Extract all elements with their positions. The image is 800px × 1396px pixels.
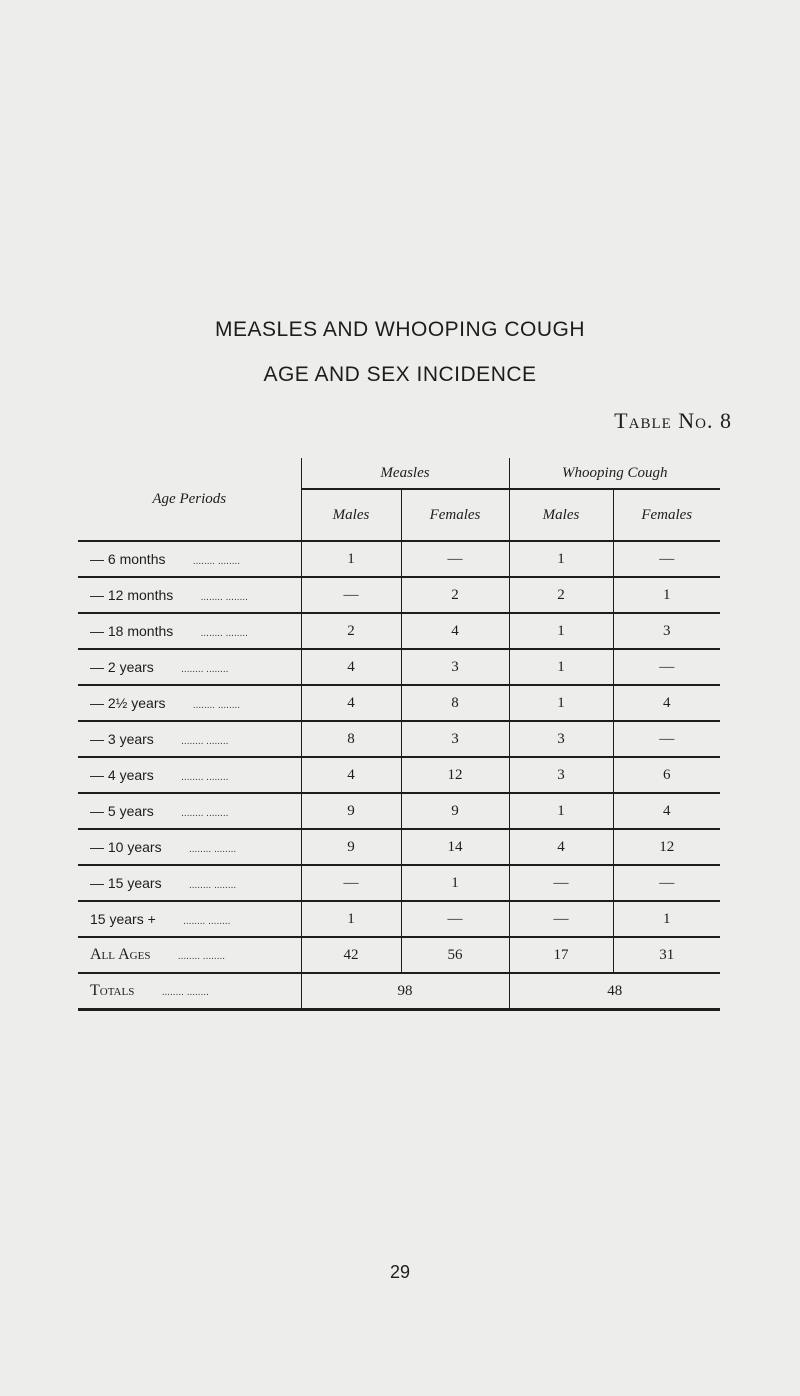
table-row xyxy=(78,541,720,577)
cell-whooping-males: 1 xyxy=(509,793,613,829)
cell-measles-males: — xyxy=(301,577,401,613)
header-measles: Measles xyxy=(301,458,509,489)
table-body xyxy=(78,541,720,1010)
cell-whooping-females: 1 xyxy=(613,577,720,613)
age-period-text: — 12 months xyxy=(90,587,174,603)
cell-measles-females: 14 xyxy=(401,829,509,865)
age-period-label xyxy=(78,685,301,721)
age-period-label xyxy=(78,613,301,649)
age-period-text: — 2½ years xyxy=(90,695,166,711)
cell-measles-females: 2 xyxy=(401,577,509,613)
cell-whooping-males: 1 xyxy=(509,685,613,721)
leader-dots: ........ ........ xyxy=(181,664,229,675)
leader-dots: ........ ........ xyxy=(188,880,237,891)
cell-whooping-males: 4 xyxy=(509,829,613,865)
leader-dots: ........ ........ xyxy=(177,951,226,962)
cell-measles-females: 8 xyxy=(401,685,509,721)
leader-dots: ........ ........ xyxy=(181,736,229,747)
table-row xyxy=(78,613,720,649)
total-measles: 98 xyxy=(301,973,509,1010)
page-number: 29 xyxy=(389,1262,411,1282)
leader-dots: ........ ........ xyxy=(192,700,241,711)
totals-row xyxy=(78,973,720,1010)
header-measles-females: Females xyxy=(401,489,509,541)
age-period-label xyxy=(78,901,301,937)
total-whooping-cough: 48 xyxy=(509,973,720,1010)
age-period-label xyxy=(78,829,301,865)
age-period-label xyxy=(78,793,301,829)
cell-whooping-males: 3 xyxy=(509,721,613,757)
cell-measles-males: 4 xyxy=(301,685,401,721)
leader-dots: ........ ........ xyxy=(200,592,248,603)
cell-measles-males: 8 xyxy=(301,721,401,757)
header-whooping-males: Males xyxy=(509,489,613,541)
cell-measles-males: 42 xyxy=(301,937,401,973)
leader-dots: ........ ........ xyxy=(183,916,231,927)
cell-measles-females: 1 xyxy=(401,865,509,901)
cell-measles-females: 9 xyxy=(401,793,509,829)
cell-measles-females: 3 xyxy=(401,649,509,685)
header-whooping-cough: Whooping Cough xyxy=(509,458,720,489)
cell-measles-males: 1 xyxy=(301,541,401,577)
table-row xyxy=(78,793,720,829)
age-period-text: — 2 years xyxy=(90,659,154,675)
table-row xyxy=(78,757,720,793)
leader-dots: ........ ........ xyxy=(181,772,229,783)
cell-measles-males: — xyxy=(301,865,401,901)
table-row xyxy=(78,829,720,865)
cell-measles-females: 12 xyxy=(401,757,509,793)
cell-measles-males: 4 xyxy=(301,649,401,685)
age-period-label xyxy=(78,649,301,685)
cell-measles-males: 2 xyxy=(301,613,401,649)
cell-whooping-females: — xyxy=(613,865,720,901)
header-age-periods: Age Periods xyxy=(78,458,301,541)
header-measles-males: Males xyxy=(301,489,401,541)
cell-whooping-males: 1 xyxy=(509,613,613,649)
age-period-text: All Ages xyxy=(90,946,151,963)
cell-measles-females: — xyxy=(401,541,509,577)
cell-measles-females: 56 xyxy=(401,937,509,973)
age-period-label xyxy=(78,721,301,757)
cell-whooping-males: — xyxy=(509,901,613,937)
leader-dots: ........ ........ xyxy=(161,987,209,998)
table-row xyxy=(78,649,720,685)
age-period-text: — 18 months xyxy=(90,623,174,639)
age-period-text: 15 years + xyxy=(90,911,156,927)
totals-text: Totals xyxy=(90,982,135,999)
table-row xyxy=(78,865,720,901)
leader-dots: ........ ........ xyxy=(188,844,237,855)
cell-whooping-females: 3 xyxy=(613,613,720,649)
cell-measles-males: 4 xyxy=(301,757,401,793)
totals-label xyxy=(78,973,301,1010)
cell-whooping-females: 4 xyxy=(613,793,720,829)
cell-measles-females: 4 xyxy=(401,613,509,649)
table-row xyxy=(78,685,720,721)
age-period-label xyxy=(78,865,301,901)
age-period-text: — 4 years xyxy=(90,767,154,783)
cell-whooping-females: — xyxy=(613,721,720,757)
cell-whooping-females: — xyxy=(613,649,720,685)
age-period-text: — 15 years xyxy=(90,875,162,891)
incidence-table xyxy=(78,458,720,1011)
header-whooping-females: Females xyxy=(613,489,720,541)
cell-whooping-females: 12 xyxy=(613,829,720,865)
age-period-label xyxy=(78,577,301,613)
age-period-label xyxy=(78,757,301,793)
cell-measles-males: 1 xyxy=(301,901,401,937)
cell-measles-males: 9 xyxy=(301,793,401,829)
age-period-label xyxy=(78,937,301,973)
age-period-text: — 5 years xyxy=(90,803,154,819)
cell-whooping-females: 31 xyxy=(613,937,720,973)
cell-whooping-males: — xyxy=(509,865,613,901)
cell-whooping-females: 1 xyxy=(613,901,720,937)
table-row xyxy=(78,901,720,937)
leader-dots: ........ ........ xyxy=(192,556,241,567)
table-number: Table No. 8 xyxy=(614,408,732,433)
cell-whooping-females: 4 xyxy=(613,685,720,721)
title-line-2: AGE AND SEX INCIDENCE xyxy=(263,363,537,386)
cell-measles-females: — xyxy=(401,901,509,937)
age-period-text: — 6 months xyxy=(90,551,166,567)
age-period-text: — 3 years xyxy=(90,731,154,747)
cell-whooping-males: 1 xyxy=(509,649,613,685)
cell-whooping-females: — xyxy=(613,541,720,577)
age-period-label xyxy=(78,541,301,577)
table-row xyxy=(78,577,720,613)
table-row xyxy=(78,721,720,757)
cell-whooping-males: 3 xyxy=(509,757,613,793)
cell-whooping-males: 1 xyxy=(509,541,613,577)
age-period-text: — 10 years xyxy=(90,839,162,855)
table-row xyxy=(78,937,720,973)
leader-dots: ........ ........ xyxy=(181,808,229,819)
cell-measles-males: 9 xyxy=(301,829,401,865)
cell-measles-females: 3 xyxy=(401,721,509,757)
cell-whooping-males: 2 xyxy=(509,577,613,613)
cell-whooping-males: 17 xyxy=(509,937,613,973)
title-line-1: MEASLES AND WHOOPING COUGH xyxy=(214,318,586,341)
cell-whooping-females: 6 xyxy=(613,757,720,793)
leader-dots: ........ ........ xyxy=(200,628,248,639)
